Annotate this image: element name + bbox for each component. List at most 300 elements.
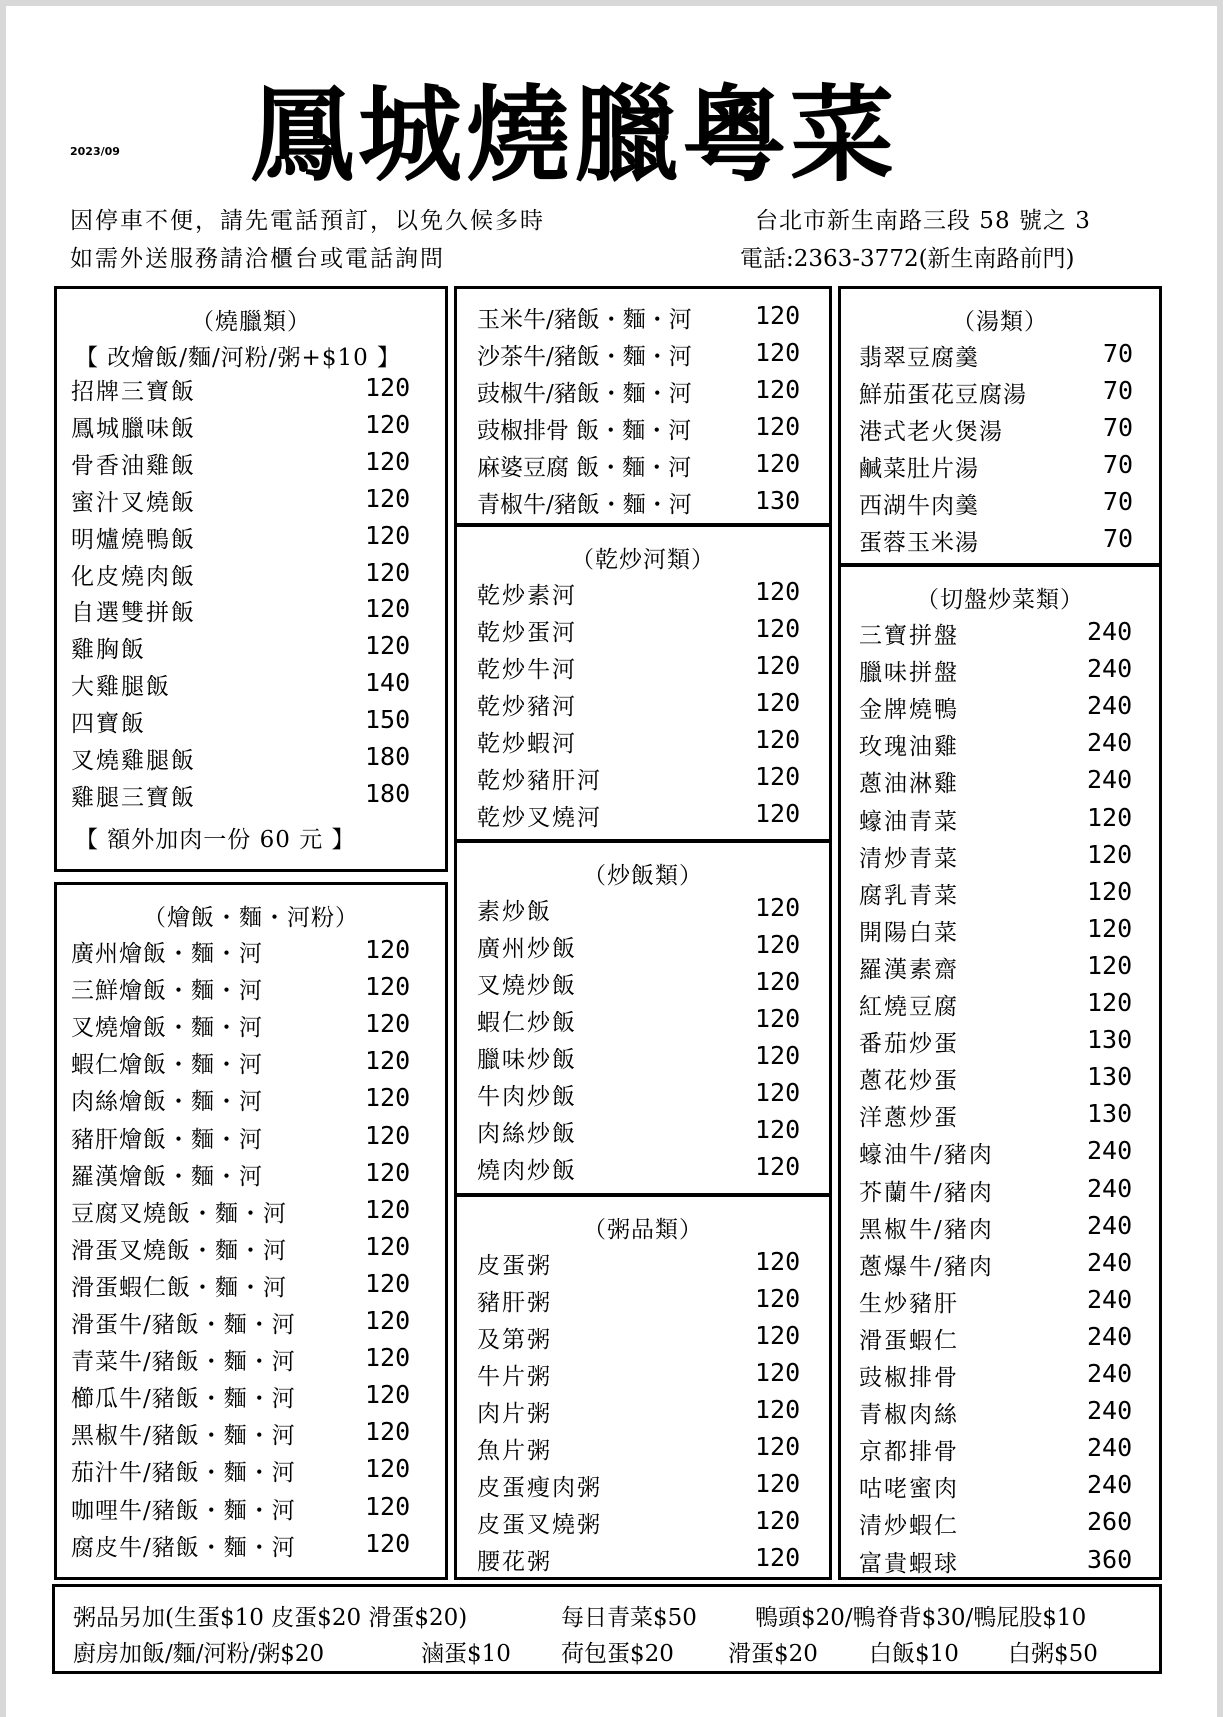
dishes-item [859, 1025, 1149, 1062]
soup-item-price: 70 [1103, 413, 1134, 442]
stirfry-item [477, 375, 817, 412]
dishes-item-price: 240 [1087, 617, 1133, 646]
footer-extras [52, 1584, 1162, 1674]
braised-item-price: 120 [365, 1009, 411, 1039]
soup-section [838, 286, 1162, 566]
roast-item-price: 120 [365, 446, 411, 476]
dishes-item [859, 765, 1149, 802]
soup-item [859, 376, 1149, 413]
fried-rice-item-name: 肉絲炒飯 [477, 1121, 577, 1147]
dishes-item [859, 1174, 1149, 1211]
stirfry-item [477, 301, 817, 338]
white-congee-price: 白粥$50 [1008, 1641, 1098, 1667]
dishes-item [859, 1507, 1149, 1544]
roast-item-price: 120 [365, 373, 411, 402]
dishes-item-price: 130 [1087, 1025, 1133, 1055]
roast-item [71, 521, 431, 558]
soup-item-price: 70 [1103, 376, 1134, 405]
braised-item-price: 120 [365, 1528, 411, 1558]
roast-item-name: 雞胸飯 [71, 637, 146, 664]
dry-noodle-item [477, 614, 817, 651]
dry-noodle-item-name: 乾炒豬河 [477, 694, 577, 720]
dry-noodle-item [477, 799, 817, 836]
fried-rice-section [454, 840, 832, 1196]
roast-item-price: 150 [365, 705, 411, 735]
dishes-item-price: 240 [1087, 765, 1133, 795]
kitchen-addon-price: 廚房加飯/麵/河粉/粥$20 [73, 1641, 325, 1667]
soup-item [859, 524, 1149, 561]
fried-rice-item-name: 廣州炒飯 [477, 936, 577, 962]
dishes-item-name: 玫瑰油雞 [859, 734, 959, 761]
braised-item-name: 滑蛋叉燒飯・麵・河 [71, 1237, 287, 1264]
braised-item [71, 1269, 441, 1306]
dry-noodle-item-price: 120 [755, 651, 801, 680]
fried-rice-item-name: 蝦仁炒飯 [477, 1010, 577, 1036]
roast-item [71, 742, 431, 779]
dishes-item-name: 蔥爆牛/豬肉 [859, 1253, 994, 1280]
dishes-item [859, 988, 1149, 1025]
dishes-item [859, 1248, 1149, 1285]
soup-item-name: 鮮茄蛋花豆腐湯 [859, 382, 1027, 408]
braised-item-price: 120 [365, 1417, 411, 1447]
braised-item-price: 120 [365, 1454, 411, 1484]
roast-item-name: 蜜汁叉燒飯 [71, 489, 196, 516]
congee-item [477, 1543, 817, 1580]
braised-item-name: 黑椒牛/豬飯・麵・河 [71, 1423, 296, 1450]
roast-item-price: 140 [365, 668, 411, 698]
duck-parts-prices: 鴨頭$20/鴨脊背$30/鴨屁股$10 [755, 1605, 1087, 1631]
braised-item [71, 1529, 441, 1566]
roast-item [71, 410, 431, 447]
braised-item-price: 120 [365, 1046, 411, 1076]
roast-item [71, 705, 431, 742]
roast-item-price: 120 [365, 520, 411, 550]
fried-rice-item [477, 1004, 817, 1041]
soup-item [859, 339, 1149, 376]
dishes-section-title: （切盤炒菜類） [916, 587, 1084, 613]
roast-item [71, 668, 431, 705]
reservation-note: 因停車不便，請先電話預訂，以免久候多時 [70, 208, 545, 234]
roast-item-name: 明爐燒鴨飯 [71, 526, 196, 553]
dry-noodle-item-name: 乾炒蛋河 [477, 620, 577, 646]
braised-item-name: 腐皮牛/豬飯・麵・河 [71, 1534, 296, 1561]
fried-rice-item-name: 臘味炒飯 [477, 1047, 577, 1073]
restaurant-title: 鳳城燒臘粵菜 [250, 73, 899, 196]
roast-item-price: 120 [365, 409, 411, 439]
dishes-item-price: 130 [1087, 1062, 1133, 1092]
dishes-item [859, 1396, 1149, 1433]
fried-rice-section-title: （炒飯類） [583, 863, 703, 889]
dishes-item-price: 240 [1087, 1396, 1133, 1426]
braised-item [71, 1121, 441, 1158]
dishes-item-price: 240 [1087, 1359, 1133, 1388]
stirfry-item-name: 沙茶牛/豬飯・麵・河 [477, 344, 692, 370]
dishes-item-name: 蠔油牛/豬肉 [859, 1142, 994, 1169]
dishes-item-name: 腐乳青菜 [859, 882, 959, 909]
congee-section-title: （粥品類） [583, 1217, 703, 1243]
roast-item [71, 484, 431, 521]
roast-item [71, 558, 431, 595]
fried-rice-item-price: 120 [755, 1041, 801, 1070]
roast-upgrade-note: 【 改燴飯/麵/河粉/粥+$10 】 [75, 345, 402, 371]
white-rice-price: 白飯$10 [869, 1641, 959, 1667]
braised-item-name: 三鮮燴飯・麵・河 [71, 978, 263, 1005]
congee-item-price: 120 [755, 1506, 801, 1535]
soup-item-price: 70 [1103, 524, 1134, 553]
braised-egg-price: 滷蛋$10 [421, 1641, 511, 1667]
dry-noodle-item-price: 120 [755, 614, 801, 643]
congee-item-price: 120 [755, 1432, 801, 1461]
soup-item-name: 翡翠豆腐羹 [859, 345, 979, 371]
dishes-item-name: 臘味拼盤 [859, 660, 959, 687]
congee-section [454, 1194, 832, 1580]
address: 台北市新生南路三段 58 號之 3 [755, 208, 1091, 234]
braised-item [71, 1046, 441, 1083]
congee-item [477, 1432, 817, 1469]
dishes-item [859, 691, 1149, 728]
dishes-item-price: 240 [1087, 1173, 1133, 1203]
dishes-item [859, 840, 1149, 877]
congee-item-name: 皮蛋粥 [477, 1253, 552, 1279]
dishes-item-name: 京都排骨 [859, 1439, 959, 1466]
dry-noodle-item-price: 120 [755, 688, 801, 717]
fried-rice-item-name: 素炒飯 [477, 899, 552, 925]
roast-item [71, 373, 431, 410]
braised-item-price: 120 [365, 1120, 411, 1150]
roast-item-name: 骨香油雞飯 [71, 452, 196, 479]
congee-item [477, 1247, 817, 1284]
roast-item-name: 叉燒雞腿飯 [71, 748, 196, 774]
dry-noodle-section [454, 524, 832, 842]
dry-noodle-item-name: 乾炒蝦河 [477, 731, 577, 757]
congee-item-name: 魚片粥 [477, 1438, 552, 1464]
dishes-item-price: 130 [1087, 1099, 1133, 1129]
braised-item-price: 120 [365, 1157, 411, 1187]
dishes-item-name: 番茄炒蛋 [859, 1031, 959, 1058]
delivery-note: 如需外送服務請洽櫃台或電話詢問 [70, 246, 445, 272]
dishes-section [838, 564, 1162, 1580]
dishes-item [859, 617, 1149, 654]
congee-item [477, 1284, 817, 1321]
menu-date: 2023/09 [70, 145, 120, 158]
roast-item-name: 化皮燒肉飯 [71, 563, 196, 590]
dishes-item-price: 240 [1087, 1470, 1133, 1500]
fried-rice-item [477, 1041, 817, 1078]
braised-item-name: 廣州燴飯・麵・河 [71, 941, 263, 967]
braised-item-name: 茄汁牛/豬飯・麵・河 [71, 1460, 296, 1487]
dishes-item-name: 清炒青菜 [859, 845, 959, 872]
dishes-item-name: 金牌燒鴨 [859, 697, 959, 724]
braised-item [71, 1306, 441, 1343]
braised-item [71, 1417, 441, 1454]
soup-item-name: 鹹菜肚片湯 [859, 456, 979, 482]
roast-item-name: 四寶飯 [71, 711, 146, 738]
roast-item-price: 120 [365, 631, 411, 661]
soup-item-price: 70 [1103, 450, 1134, 479]
braised-item-price: 120 [365, 1268, 411, 1298]
braised-item-name: 羅漢燴飯・麵・河 [71, 1163, 263, 1190]
dishes-item [859, 1136, 1149, 1173]
dishes-item [859, 654, 1149, 691]
braised-item-price: 120 [365, 1491, 411, 1521]
roast-item-name: 自選雙拼飯 [71, 600, 196, 627]
dishes-item [859, 1099, 1149, 1136]
dishes-item [859, 951, 1149, 988]
congee-item-price: 120 [755, 1395, 801, 1424]
braised-item [71, 1380, 441, 1417]
soup-item [859, 450, 1149, 487]
roast-item-name: 招牌三寶飯 [71, 379, 196, 405]
dry-noodle-item [477, 651, 817, 688]
stirfry-item-price: 130 [755, 486, 801, 515]
congee-item-price: 120 [755, 1321, 801, 1350]
footer-line-1 [73, 1599, 1143, 1633]
dishes-item-price: 120 [1087, 988, 1133, 1017]
braised-item [71, 972, 441, 1009]
stirfry-item-name: 青椒牛/豬飯・麵・河 [477, 492, 692, 518]
braised-item-name: 櫛瓜牛/豬飯・麵・河 [71, 1386, 296, 1413]
fried-rice-item [477, 893, 817, 930]
dishes-item-name: 蔥花炒蛋 [859, 1068, 959, 1095]
congee-item [477, 1358, 817, 1395]
fried-rice-item-price: 120 [755, 1152, 801, 1181]
braised-item-price: 120 [365, 1194, 411, 1224]
roast-item-price: 120 [365, 483, 411, 513]
braised-item-price: 120 [365, 1306, 411, 1335]
roast-item-price: 180 [365, 742, 411, 771]
soup-item-name: 港式老火煲湯 [859, 419, 1003, 445]
dishes-item-name: 芥蘭牛/豬肉 [859, 1179, 994, 1206]
footer-line-2 [73, 1635, 1143, 1669]
dishes-item-price: 240 [1087, 1210, 1133, 1240]
fried-rice-item-price: 120 [755, 1004, 801, 1033]
soup-item-price: 70 [1103, 487, 1134, 516]
dishes-item [859, 1285, 1149, 1322]
fried-rice-item [477, 1152, 817, 1189]
congee-item-name: 豬肝粥 [477, 1290, 552, 1316]
fried-rice-item [477, 1078, 817, 1115]
dishes-item-price: 240 [1087, 1433, 1133, 1463]
dry-noodle-section-title: （乾炒河類） [571, 547, 715, 573]
braised-item-name: 豬肝燴飯・麵・河 [71, 1126, 263, 1153]
braised-item [71, 1492, 441, 1529]
fried-rice-item-name: 燒肉炒飯 [477, 1158, 577, 1184]
dishes-item-price: 260 [1087, 1507, 1133, 1537]
dishes-item-price: 120 [1087, 876, 1133, 906]
dry-noodle-item [477, 577, 817, 614]
dishes-item-price: 240 [1087, 691, 1133, 721]
dry-noodle-item-name: 乾炒素河 [477, 583, 577, 609]
braised-item-name: 滑蛋蝦仁飯・麵・河 [71, 1274, 287, 1301]
dishes-item-price: 240 [1087, 654, 1133, 684]
dishes-item-price: 240 [1087, 1321, 1133, 1351]
dishes-item-price: 120 [1087, 950, 1133, 980]
dishes-item [859, 1545, 1149, 1582]
dishes-item-price: 240 [1087, 1136, 1133, 1166]
fried-egg-price: 荷包蛋$20 [561, 1641, 674, 1667]
dishes-item-name: 生炒豬肝 [859, 1290, 959, 1317]
congee-item-price: 120 [755, 1543, 801, 1572]
dishes-item-name: 洋蔥炒蛋 [859, 1105, 959, 1132]
braised-item-name: 豆腐叉燒飯・麵・河 [71, 1200, 287, 1227]
roast-item-name: 鳳城臘味飯 [71, 415, 196, 442]
braised-item-name: 滑蛋牛/豬飯・麵・河 [71, 1312, 296, 1338]
fried-rice-item-price: 120 [755, 893, 801, 922]
dishes-item-name: 清炒蝦仁 [859, 1513, 959, 1540]
stirfry-item-name: 豉椒排骨 飯・麵・河 [477, 418, 692, 444]
dishes-item [859, 1211, 1149, 1248]
congee-item-name: 肉片粥 [477, 1401, 552, 1427]
roast-item-name: 大雞腿飯 [71, 674, 171, 701]
stirfry-item-price: 120 [755, 412, 801, 441]
dishes-item-name: 紅燒豆腐 [859, 994, 959, 1020]
roast-item-price: 120 [365, 557, 411, 587]
dishes-item-price: 240 [1087, 728, 1133, 758]
stirfry-item-name: 麻婆豆腐 飯・麵・河 [477, 455, 692, 481]
dishes-item-price: 120 [1087, 913, 1133, 943]
soup-item-name: 西湖牛肉羹 [859, 493, 979, 519]
dishes-item-price: 360 [1087, 1544, 1133, 1574]
dishes-item [859, 1433, 1149, 1470]
braised-item [71, 1158, 441, 1195]
roast-item-price: 120 [365, 594, 411, 624]
dishes-item-name: 黑椒牛/豬肉 [859, 1216, 994, 1243]
braised-item-price: 120 [365, 935, 411, 964]
roast-item-name: 雞腿三寶飯 [71, 784, 196, 811]
dishes-item-name: 蠔油青菜 [859, 808, 959, 835]
fried-rice-item-price: 120 [755, 930, 801, 959]
dishes-item-name: 三寶拼盤 [859, 623, 959, 649]
stirfry-item-price: 120 [755, 449, 801, 478]
dishes-item [859, 877, 1149, 914]
congee-item [477, 1469, 817, 1506]
congee-item-name: 及第粥 [477, 1327, 552, 1353]
roast-section-title: （燒臘類） [191, 309, 311, 335]
dry-noodle-item-name: 乾炒叉燒河 [477, 805, 602, 831]
dry-noodle-item-name: 乾炒豬肝河 [477, 768, 602, 794]
braised-item-price: 120 [365, 1231, 411, 1261]
stirfry-item-name: 玉米牛/豬飯・麵・河 [477, 307, 692, 333]
congee-item-price: 120 [755, 1284, 801, 1313]
fried-rice-item-name: 牛肉炒飯 [477, 1084, 577, 1110]
fried-rice-item-price: 120 [755, 1078, 801, 1107]
roast-section [54, 286, 448, 872]
soup-item [859, 487, 1149, 524]
congee-addon-prices: 粥品另加(生蛋$10 皮蛋$20 滑蛋$20) [73, 1605, 468, 1631]
braised-item [71, 1232, 441, 1269]
braised-item-price: 120 [365, 1380, 411, 1410]
dishes-item-price: 120 [1087, 802, 1133, 832]
dishes-item-name: 豉椒排骨 [859, 1365, 959, 1391]
braised-item-price: 120 [365, 972, 411, 1002]
dishes-item [859, 914, 1149, 951]
dishes-item-name: 羅漢素齋 [859, 956, 959, 983]
roast-extra-meat-note: 【 額外加肉一份 60 元 】 [75, 827, 356, 853]
dry-noodle-item [477, 688, 817, 725]
stirfry-top-section [454, 286, 832, 526]
stirfry-item-name: 豉椒牛/豬飯・麵・河 [477, 381, 692, 407]
braised-item-name: 叉燒燴飯・麵・河 [71, 1015, 263, 1042]
dishes-item-name: 滑蛋蝦仁 [859, 1327, 959, 1354]
dry-noodle-item-price: 120 [755, 762, 801, 791]
braised-item-name: 青菜牛/豬飯・麵・河 [71, 1349, 296, 1376]
dry-noodle-item [477, 725, 817, 762]
dishes-item [859, 1359, 1149, 1396]
dishes-item [859, 1322, 1149, 1359]
dishes-item-price: 120 [1087, 839, 1133, 869]
phone: 電話:2363-3772(新生南路前門) [740, 246, 1075, 272]
congee-item-name: 腰花粥 [477, 1549, 552, 1575]
roast-item [71, 779, 431, 816]
congee-item-price: 120 [755, 1358, 801, 1387]
congee-item [477, 1506, 817, 1543]
fried-rice-item-name: 叉燒炒飯 [477, 973, 577, 999]
braised-item [71, 1195, 441, 1232]
dishes-item [859, 728, 1149, 765]
dishes-item-name: 富貴蝦球 [859, 1550, 959, 1577]
soup-item-name: 蛋蓉玉米湯 [859, 530, 979, 556]
dry-noodle-item [477, 762, 817, 799]
stirfry-item [477, 449, 817, 486]
soup-item-price: 70 [1103, 339, 1134, 368]
soup-section-title: （湯類） [952, 309, 1048, 335]
stirfry-item [477, 412, 817, 449]
dishes-item-price: 240 [1087, 1247, 1133, 1277]
congee-item-name: 皮蛋叉燒粥 [477, 1512, 602, 1538]
braised-section-title: （燴飯・麵・河粉） [143, 905, 359, 931]
dry-noodle-item-name: 乾炒牛河 [477, 657, 577, 683]
dishes-item-name: 開陽白菜 [859, 919, 959, 946]
braised-item-name: 蝦仁燴飯・麵・河 [71, 1052, 263, 1079]
stirfry-item-price: 120 [755, 375, 801, 404]
dry-noodle-item-price: 120 [755, 725, 801, 754]
fried-rice-item [477, 930, 817, 967]
braised-item [71, 1009, 441, 1046]
congee-item-price: 120 [755, 1247, 801, 1276]
fried-rice-item-price: 120 [755, 967, 801, 996]
roast-item-price: 180 [365, 778, 411, 808]
braised-item-price: 120 [365, 1343, 411, 1373]
dishes-item-name: 蔥油淋雞 [859, 771, 959, 798]
congee-item-name: 牛片粥 [477, 1364, 552, 1390]
fried-rice-item-price: 120 [755, 1115, 801, 1144]
dishes-item [859, 803, 1149, 840]
braised-item-name: 肉絲燴飯・麵・河 [71, 1089, 263, 1116]
fried-rice-item [477, 1115, 817, 1152]
braised-item [71, 935, 441, 972]
congee-item-name: 皮蛋瘦肉粥 [477, 1475, 602, 1501]
braised-item [71, 1454, 441, 1491]
dishes-item-name: 咕咾蜜肉 [859, 1476, 959, 1503]
dishes-item [859, 1062, 1149, 1099]
dishes-item [859, 1470, 1149, 1507]
braised-section [54, 882, 448, 1580]
braised-item [71, 1343, 441, 1380]
congee-item [477, 1321, 817, 1358]
stirfry-item [477, 486, 817, 523]
dry-noodle-item-price: 120 [755, 577, 801, 606]
roast-item [71, 447, 431, 484]
dry-noodle-item-price: 120 [755, 799, 801, 828]
dishes-item-name: 青椒肉絲 [859, 1402, 959, 1429]
stirfry-item [477, 338, 817, 375]
dishes-item-price: 240 [1087, 1284, 1133, 1314]
braised-item-name: 咖哩牛/豬飯・麵・河 [71, 1497, 296, 1524]
stirfry-item-price: 120 [755, 301, 801, 330]
congee-item-price: 120 [755, 1469, 801, 1498]
braised-item [71, 1083, 441, 1120]
fried-rice-item [477, 967, 817, 1004]
